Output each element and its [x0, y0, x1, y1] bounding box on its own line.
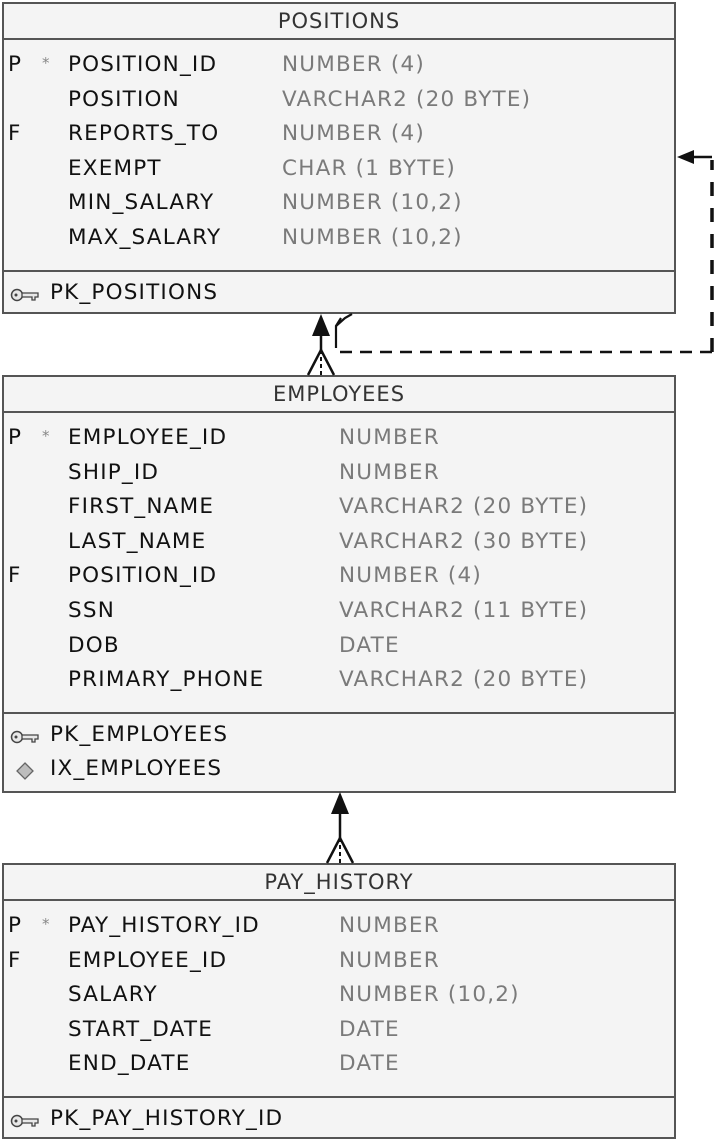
- column-type: NUMBER: [339, 913, 440, 938]
- relationship-employees-positions[interactable]: [308, 314, 334, 375]
- column-name: PAY_HISTORY_ID: [68, 913, 260, 938]
- arrowhead-icon: [677, 150, 694, 164]
- column-type: VARCHAR2 (20 BYTE): [339, 667, 589, 693]
- relationship-payhistory-employees[interactable]: [327, 792, 353, 863]
- column-name: EMPLOYEE_ID: [68, 425, 228, 450]
- column-type: DATE: [339, 1016, 400, 1042]
- column-name: SSN: [68, 597, 115, 623]
- column-name: POSITION_ID: [68, 52, 218, 77]
- column-type: VARCHAR2 (11 BYTE): [339, 597, 589, 623]
- column-type: DATE: [339, 1051, 400, 1077]
- column-type: NUMBER (10,2): [339, 982, 520, 1008]
- key-flag: F: [8, 563, 22, 589]
- column-type: VARCHAR2 (20 BYTE): [339, 494, 589, 520]
- column-type: NUMBER (10,2): [282, 224, 463, 250]
- key-flag: P: [8, 52, 23, 77]
- column-name: POSITION: [68, 86, 180, 112]
- column-name: LAST_NAME: [68, 528, 207, 554]
- column-type: VARCHAR2 (20 BYTE): [282, 86, 532, 112]
- key-name: PK_PAY_HISTORY_ID: [50, 1105, 284, 1131]
- arrowhead-icon: [331, 792, 349, 814]
- mandatory-marker: *: [42, 54, 51, 72]
- key-name: IX_EMPLOYEES: [50, 756, 223, 782]
- key-flag: P: [8, 913, 23, 938]
- column-name: EMPLOYEE_ID: [68, 947, 228, 973]
- column-type: NUMBER: [339, 459, 440, 485]
- column-name: REPORTS_TO: [68, 121, 220, 147]
- column-type: NUMBER (4): [282, 52, 425, 77]
- key-flag: P: [8, 425, 23, 450]
- arrowhead-icon: [312, 314, 330, 336]
- entity-title: EMPLOYEES: [4, 377, 674, 413]
- column-name: DOB: [68, 632, 120, 658]
- column-type: VARCHAR2 (30 BYTE): [339, 528, 589, 554]
- column-name: PRIMARY_PHONE: [68, 667, 265, 693]
- key-flag: F: [8, 947, 22, 973]
- column-name: START_DATE: [68, 1016, 214, 1042]
- key-flag: F: [8, 121, 22, 147]
- mandatory-marker: *: [42, 427, 51, 445]
- column-name: SALARY: [68, 982, 158, 1008]
- column-type: DATE: [339, 632, 400, 658]
- entity-title: PAY_HISTORY: [4, 865, 674, 901]
- column-type: NUMBER: [339, 947, 440, 973]
- mandatory-marker: *: [42, 915, 51, 933]
- column-type: CHAR (1 BYTE): [282, 155, 456, 181]
- column-name: EXEMPT: [68, 155, 162, 181]
- column-name: MAX_SALARY: [68, 224, 222, 250]
- column-type: NUMBER (4): [339, 563, 482, 589]
- column-type: NUMBER: [339, 425, 440, 450]
- key-name: PK_POSITIONS: [50, 279, 219, 305]
- column-type: NUMBER (4): [282, 121, 425, 147]
- column-name: FIRST_NAME: [68, 494, 215, 520]
- column-name: END_DATE: [68, 1051, 191, 1077]
- column-name: MIN_SALARY: [68, 190, 215, 216]
- column-name: SHIP_ID: [68, 459, 160, 485]
- entity-title: POSITIONS: [4, 4, 674, 40]
- column-type: NUMBER (10,2): [282, 190, 463, 216]
- relationship-positions-self[interactable]: [336, 150, 712, 352]
- key-name: PK_EMPLOYEES: [50, 721, 229, 747]
- column-name: POSITION_ID: [68, 563, 218, 589]
